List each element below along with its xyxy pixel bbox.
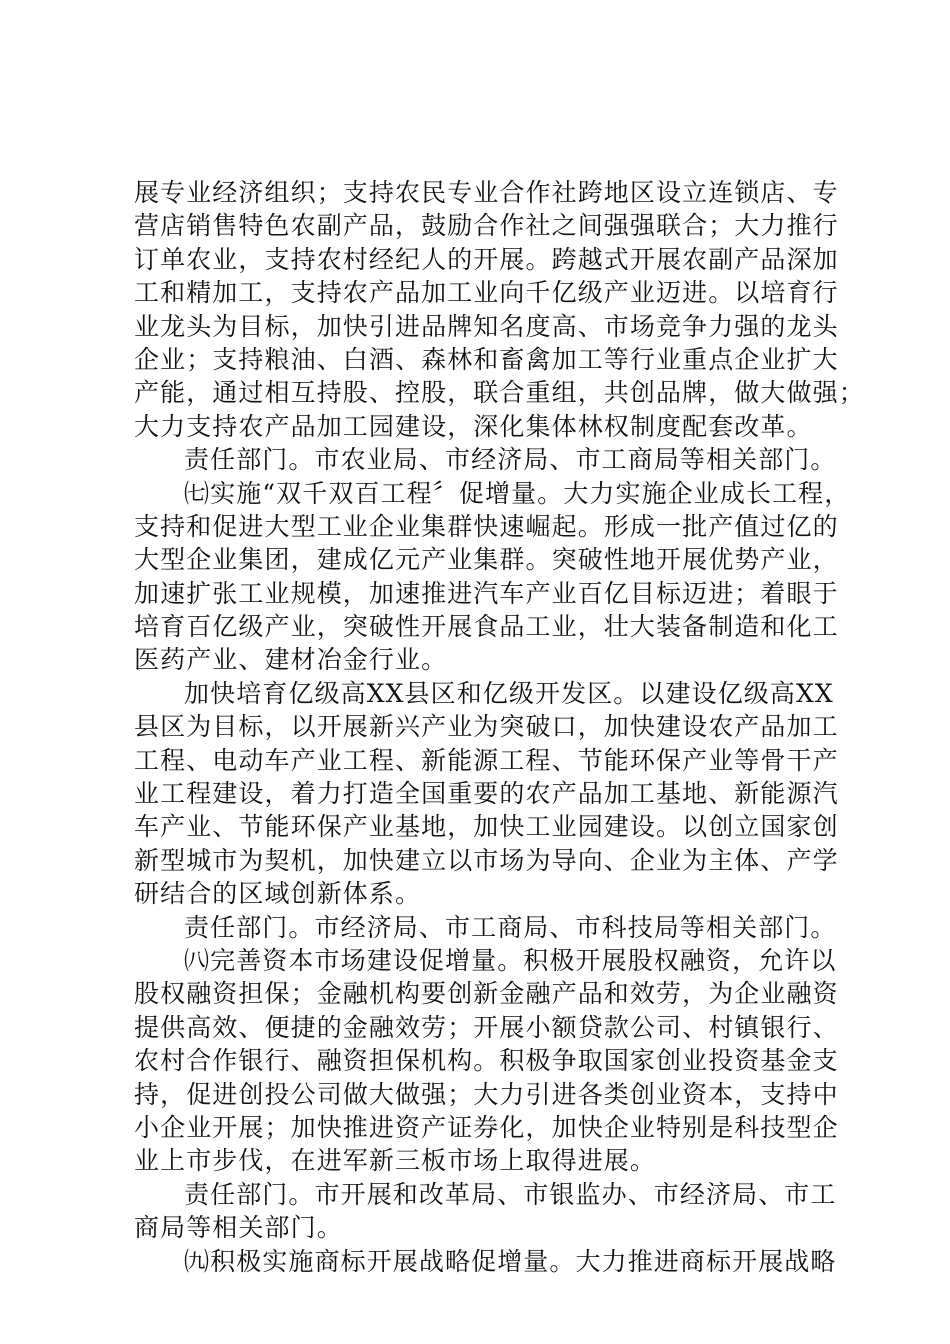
- text-line: ㈧完善资本市场建设促增量。积极开展股权融资，允许以: [184, 945, 837, 975]
- text-line: 营店销售特色农副产品，鼓励合作社之间强强联合；大力推行: [134, 211, 839, 241]
- text-line: 小企业开展；加快推进资产证券化，加快企业特别是科技型企: [134, 1112, 839, 1142]
- text-line: 加快培育亿级高XX县区和亿级开发区。以建设亿级高XX: [184, 678, 834, 708]
- text-line: 车产业、节能环保产业基地，加快工业园建设。以创立国家创: [134, 812, 839, 842]
- text-line: 加速扩张工业规模，加速推进汽车产业百亿目标迈进；着眼于: [134, 578, 839, 608]
- text-line: 研结合的区域创新体系。: [134, 879, 422, 909]
- text-line: 持，促进创投公司做大做强；大力引进各类创业资本，支持中: [134, 1079, 839, 1109]
- text-line: 工程、电动车产业工程、新能源工程、节能环保产业等骨干产: [134, 745, 839, 775]
- text-line: 支持和促进大型工业企业集群快速崛起。形成一批产值过亿的: [134, 511, 839, 541]
- text-line: 新型城市为契机，加快建立以市场为导向、企业为主体、产学: [134, 845, 839, 875]
- text-line: 商局等相关部门。: [134, 1213, 343, 1243]
- text-line: 业龙头为目标，加快引进品牌知名度高、市场竞争力强的龙头: [134, 311, 839, 341]
- text-line: 提供高效、便捷的金融效劳；开展小额贷款公司、村镇银行、: [134, 1012, 839, 1042]
- text-line: 企业；支持粮油、白酒、森林和畜禽加工等行业重点企业扩大: [134, 344, 839, 374]
- document-body: [134, 176, 865, 1278]
- text-line: 县区为目标，以开展新兴产业为突破口，加快建设农产品加工: [134, 712, 839, 742]
- text-line: 股权融资担保；金融机构要创新金融产品和效劳，为企业融资: [134, 979, 839, 1009]
- text-line: 订单农业，支持农村经纪人的开展。跨越式开展农副产品深加: [134, 244, 839, 274]
- text-line: ㈨积极实施商标开展战略促增量。大力推进商标开展战略: [184, 1246, 837, 1276]
- text-line: 责任部门。市经济局、市工商局、市科技局等相关部门。: [184, 912, 837, 942]
- text-line: 责任部门。市农业局、市经济局、市工商局等相关部门。: [184, 445, 837, 475]
- text-line: ㈦实施“双千双百工程〞促增量。大力实施企业成长工程，: [184, 478, 851, 508]
- text-line: 工和精加工，支持农产品加工业向千亿级产业迈进。以培育行: [134, 278, 839, 308]
- text-line: 医药产业、建材冶金行业。: [134, 645, 448, 675]
- text-line: 农村合作银行、融资担保机构。积极争取国家创业投资基金支: [134, 1046, 839, 1076]
- text-line: 大力支持农产品加工园建设，深化集体林权制度配套改革。: [134, 411, 813, 441]
- text-line: 业上市步伐，在进军新三板市场上取得进展。: [134, 1146, 657, 1176]
- text-line: 大型企业集团，建成亿元产业集群。突破性地开展优势产业，: [134, 545, 839, 575]
- text-line: 展专业经济组织；支持农民专业合作社跨地区设立连锁店、专: [134, 178, 839, 207]
- text-line: 产能，通过相互持股、控股，联合重组，共创品牌，做大做强；: [134, 378, 865, 408]
- text-line: 责任部门。市开展和改革局、市银监办、市经济局、市工: [184, 1179, 837, 1209]
- text-line: 业工程建设，着力打造全国重要的农产品加工基地、新能源汽: [134, 779, 839, 809]
- text-line: 培育百亿级产业，突破性开展食品工业，壮大装备制造和化工: [134, 612, 839, 642]
